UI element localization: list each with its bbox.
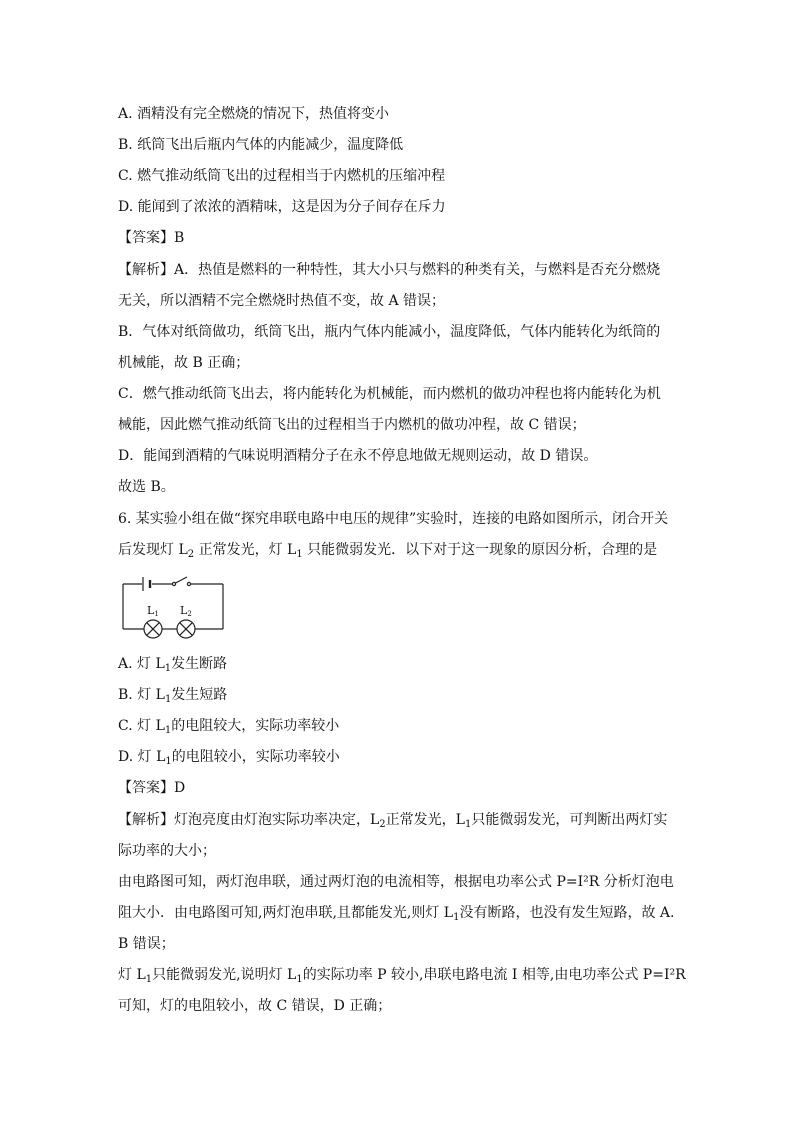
switch-icon [172,577,190,586]
q6-answer: 【答案】D [118,780,186,796]
q5-answer: 【答案】B [118,230,185,246]
q6-option-b [118,686,678,704]
q5-analysis-line: D．能闻到酒精的气味说明酒精分子在永不停息地做无规则运动，故 D 错误。 [118,448,598,464]
q6-option-subscript: 1 [165,756,172,767]
lamp-l1-label-sub: 1 [154,610,159,618]
q6-analysis-text: 【解析】灯泡亮度由灯泡实际功率决定，L [118,812,380,828]
q6-option-text: C. 灯 L [118,718,165,734]
q6-analysis-text: 没有断路，也没有发生短路，故 A. [459,905,675,921]
lamp-l2-label [180,604,192,618]
q6-option-text: 的电阻较小，实际功率较小 [171,749,340,765]
lamp-l1-label [147,604,159,618]
q6-option-subscript: 1 [164,694,172,705]
q5-option-a: A. 酒精没有完全燃烧的情况下，热值将变小 [118,106,390,122]
q5-analysis-line: C．燃气推动纸筒飞出去，将内能转化为机械能，而内燃机的做功冲程也将内能转化为机 [118,386,661,402]
q6-analysis-line [118,811,678,829]
q6-stem-text: 后发现灯 L [118,542,188,558]
circuit-diagram [118,573,228,643]
q6-analysis-line [118,904,678,922]
q5-conclusion: 故选 B。 [118,479,175,495]
q6-option-text: D. 灯 L [118,749,166,765]
q5-option-b: B. 纸筒飞出后瓶内气体的内能减少，温度降低 [118,137,404,153]
q6-option-d [118,748,678,766]
q5-analysis-line: 械能，因此燃气推动纸筒飞出的过程相当于内燃机的做功冲程，故 C 错误； [118,417,586,433]
lamp-l1-icon [144,620,162,638]
q6-analysis-text: 只能微弱发光,说明灯 L [152,967,297,983]
q6-analysis-line: 由电路图可知，两灯泡串联，通过两灯泡的电流相等，根据电功率公式 P=I²R 分析灯泡电 [118,874,674,890]
q6-analysis-line: 可知，灯的电阻较小，故 C 错误，D 正确； [118,998,392,1014]
q6-analysis-text: 正常发光，L [385,812,465,828]
q6-option-text: 发生断路 [171,656,228,672]
q6-option-text: 发生短路 [171,687,228,703]
q6-analysis-text: 的实际功率 P 较小,串联电路电流 I 相等,由电功率公式 P=I²R [302,967,686,983]
lamp-l2-label-sub: 2 [187,610,192,618]
q6-analysis-line [118,966,686,985]
q6-option-text: A. 灯 L [118,656,165,672]
q6-option-text: B. 灯 L [118,687,165,703]
lamp-l2-label-text: L [180,604,188,617]
q6-option-subscript: 1 [164,725,172,736]
q6-option-c [118,717,678,735]
q6-analysis-line: 际功率的大小； [118,843,216,859]
q6-analysis-text: 只能微弱发光，可判断出两灯实 [471,812,668,828]
q6-analysis-line: B 错误； [118,936,175,952]
q6-analysis-subscript: 1 [453,912,460,923]
lamp-l1-label-text: L [147,604,155,617]
q6-option-a [118,655,678,673]
q5-analysis-line: B．气体对纸筒做功，纸筒飞出，瓶内气体内能减小，温度降低，气体内能转化为纸筒的 [118,324,661,340]
q6-stem-line2 [118,541,678,559]
q5-analysis-line: 机械能，故 B 正确； [118,355,250,371]
q5-analysis-line: 【解析】A．热值是燃料的一种特性，其大小只与燃料的种类有关，与燃料是否充分燃烧 [118,262,661,278]
q5-analysis-line: 无关，所以酒精不完全燃烧时热值不变，故 A 错误； [118,293,446,309]
q6-stem-text: 正常发光，灯 L [194,542,297,558]
q6-option-subscript: 1 [164,663,172,674]
q6-analysis-subscript: 1 [145,974,153,985]
battery-icon [143,577,150,591]
q6-analysis-subscript: 1 [464,819,472,830]
q6-analysis-subscript: 1 [296,974,303,985]
q6-analysis-text: 灯 L [118,967,146,983]
q6-stem-line1: 6. 某实验小组在做“探究串联电路中电压的规律”实验时，连接的电路如图所示，闭合开关 [118,511,669,527]
q5-option-c: C. 燃气推动纸筒飞出的过程相当于内燃机的压缩冲程 [118,168,446,184]
q6-analysis-text: 阻大小．由电路图可知,两灯泡串联,且都能发光,则灯 L [118,905,454,921]
q6-stem-subscript: 1 [296,549,303,560]
q6-stem-text: 只能微弱发光．以下对于这一现象的原因分析，合理的是 [302,542,658,558]
q6-analysis-subscript: 2 [379,819,386,830]
q6-option-text: 的电阻较大，实际功率较小 [171,718,340,734]
lamp-l2-icon [177,620,195,638]
q5-option-d: D. 能闻到了浓浓的酒精味，这是因为分子间存在斥力 [118,199,446,215]
q6-stem-subscript: 2 [187,549,195,560]
